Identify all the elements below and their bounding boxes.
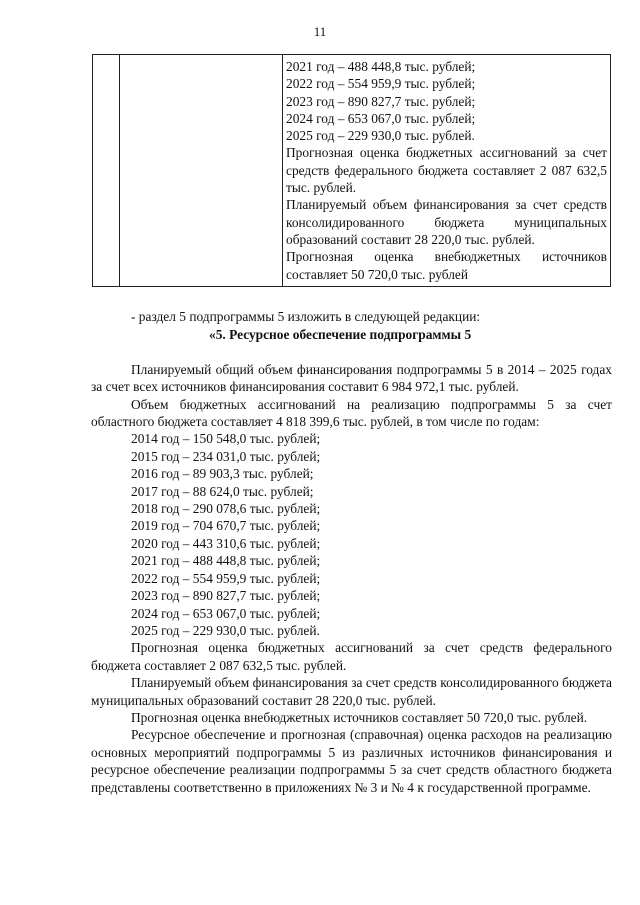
year-item: 2019 год – 704 670,7 тыс. рублей; [131, 518, 321, 534]
table-federal-estimate: Прогнозная оценка бюджетных ассигнований за счет средств федерального бюджета составляет 2 087 632,5 тыс. рублей. [286, 145, 607, 196]
paragraph-resource-provision: Ресурсное обеспечение и прогнозная (справочная) оценка расходов на реализацию основных мероприятий подпрограммы 5 из различных источников финансирования и ресурсное обеспечение реализации подпрограммы 5 за счет средств областного бюджета представлены соответственно в приложениях № 3 и № 4 к государственной программе. [91, 727, 612, 795]
table-cell-content [283, 55, 611, 287]
year-item: 2025 год – 229 930,0 тыс. рублей. [131, 622, 320, 638]
year-item: 2016 год – 89 903,3 тыс. рублей; [131, 466, 314, 482]
year-item: 2024 год – 653 067,0 тыс. рублей; [131, 605, 321, 621]
year-item: 2023 год – 890 827,7 тыс. рублей; [131, 588, 321, 604]
section-heading: «5. Ресурсное обеспечение подпрограммы 5 [209, 327, 472, 343]
year-item: 2020 год – 443 310,6 тыс. рублей; [131, 535, 321, 551]
funding-table-fragment [92, 54, 611, 287]
amendment-intro: - раздел 5 подпрограммы 5 изложить в следующей редакции: [131, 309, 481, 324]
paragraph-federal-budget: Прогнозная оценка бюджетных ассигнований за счет средств федерального бюджета составляет 2 087 632,5 тыс. рублей. [91, 640, 612, 673]
paragraph-regional-budget: Объем бюджетных ассигнований на реализацию подпрограммы 5 за счет областного бюджета составляет 4 818 399,6 тыс. рублей, в том числе по годам: [91, 396, 612, 430]
year-item: 2015 год – 234 031,0 тыс. рублей; [131, 448, 321, 464]
year-item: 2017 год – 88 624,0 тыс. рублей; [131, 483, 314, 499]
table-year-line: 2021 год – 488 448,8 тыс. рублей; [286, 59, 476, 74]
year-item: 2022 год – 554 959,9 тыс. рублей; [131, 570, 321, 586]
table-year-line: 2022 год – 554 959,9 тыс. рублей; [286, 76, 476, 92]
year-item: 2021 год – 488 448,8 тыс. рублей; [131, 553, 321, 569]
year-list [91, 430, 612, 639]
paragraph-extrabudgetary: Прогнозная оценка внебюджетных источников составляет 50 720,0 тыс. рублей. [131, 709, 588, 725]
paragraph-municipal-budget: Планируемый объем финансирования за счет средств консолидированного бюджета муниципальных образований составит 28 220,0 тыс. рублей. [91, 675, 612, 708]
table-row [93, 55, 611, 287]
table-year-line: 2024 год – 653 067,0 тыс. рублей; [286, 110, 476, 126]
paragraph-total-funding: Планируемый общий объем финансирования подпрограммы 5 в 2014 – 2025 годах за счет всех источников финансирования составит 6 984 972,1 тыс. рублей. [91, 361, 612, 395]
table-year-line: 2025 год – 229 930,0 тыс. рублей. [286, 128, 475, 144]
table-municipal-funding: Планируемый объем финансирования за счет средств консолидированного бюджета муниципальных образований составит 28 220,0 тыс. рублей. [286, 197, 607, 247]
table-year-line: 2023 год – 890 827,7 тыс. рублей; [286, 93, 476, 109]
table-cell-label [120, 55, 283, 287]
document-body [91, 308, 612, 796]
page-number: 11 [313, 24, 327, 39]
year-item: 2014 год – 150 548,0 тыс. рублей; [131, 431, 321, 447]
year-item: 2018 год – 290 078,6 тыс. рублей; [131, 501, 321, 517]
table-extrabudgetary-estimate: Прогнозная оценка внебюджетных источников составляет 50 720,0 тыс. рублей [286, 249, 607, 282]
table-cell-number [93, 55, 120, 287]
